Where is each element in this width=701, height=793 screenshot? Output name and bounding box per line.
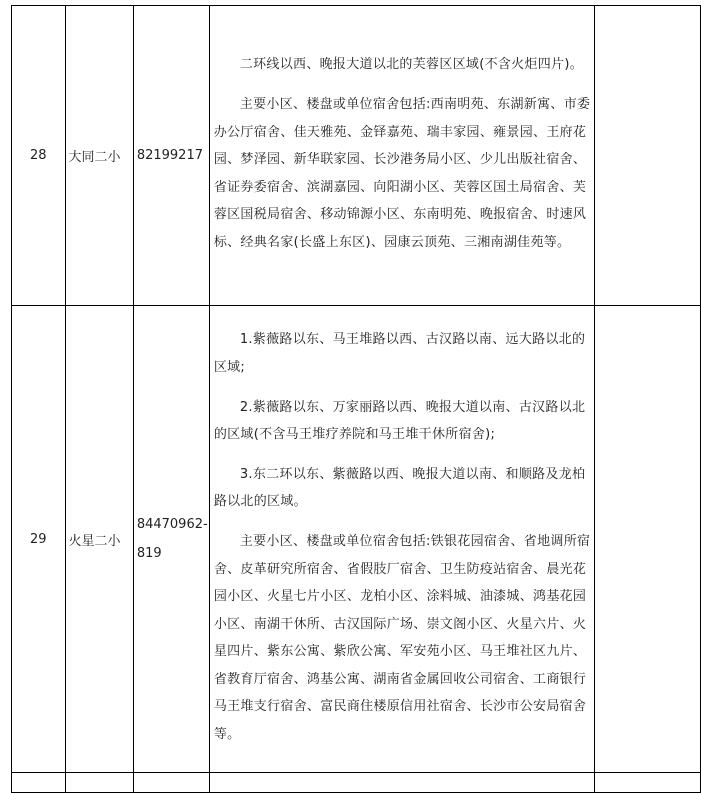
phone-number: 82199217 [133,6,209,306]
phone-number [133,773,209,793]
row-index: 29 [12,306,66,773]
school-name [65,773,133,793]
area-paragraph: 主要小区、楼盘或单位宿舍包括:铁银花园宿舍、省地调所宿舍、皮革研究所宿舍、省假肢厂宿舍、卫生防疫站宿舍、晨光花园小区、火星七片小区、龙柏小区、涂料城、油漆城、鸿基花园小区、南湖干休所、古汉国际广场、崇文阁小区、火星六片、火星四片、紫东公寓、紫欣公寓、军安苑小区、马王堆社区九片、省教育厅宿舍、鸿基公寓、湖南省金属回收公司宿舍、工商银行马王堆支行宿舍、富民商住楼原信用社宿舍、长沙市公安局宿舍等。 [213,533,591,743]
area-paragraph: 2.紫薇路以东、万家丽路以西、晚报大道以南、古汉路以北的区域(不含马王堆疗养院和马王堆干休所宿舍); [213,399,586,443]
school-district-table [11,5,701,793]
row-index: 28 [12,6,66,306]
school-name: 火星二小 [65,306,133,773]
area-paragraph: 1.紫薇路以东、马王堆路以西、古汉路以南、远大路以北的区域; [213,332,586,375]
area-paragraph: 二环线以西、晚报大道以北的芙蓉区区域(不含火炬四片)。 [239,57,584,73]
table-row-partial [12,773,701,793]
district-area [209,773,595,793]
area-paragraph: 主要小区、楼盘或单位宿舍包括:西南明苑、东湖新寓、市委办公厅宿舍、佳天雅苑、金铎嘉苑、瑞丰家园、雍景园、王府花园、梦泽园、新华联家园、长沙港务局小区、少儿出版社宿舍、省证券委宿舍、滨湖嘉园、向阳湖小区、芙蓉区国土局宿舍、芙蓉区国税局宿舍、移动锦源小区、东南明苑、晚报宿舍、时速风标、经典名家(长盛上东区)、园康云顶苑、三湘南湖佳苑等。 [213,97,591,250]
district-area [209,306,595,773]
district-area [209,6,595,306]
note-cell [595,773,701,793]
table-row [12,306,701,773]
area-paragraph: 3.东二环以东、紫薇路以西、晚报大道以南、和顺路及龙柏路以北的区域。 [213,466,586,510]
note-cell [595,306,701,773]
note-cell [595,6,701,306]
table-row [12,6,701,306]
phone-number: 84470962-819 [133,306,209,773]
row-index [12,773,66,793]
school-name: 大同二小 [65,6,133,306]
